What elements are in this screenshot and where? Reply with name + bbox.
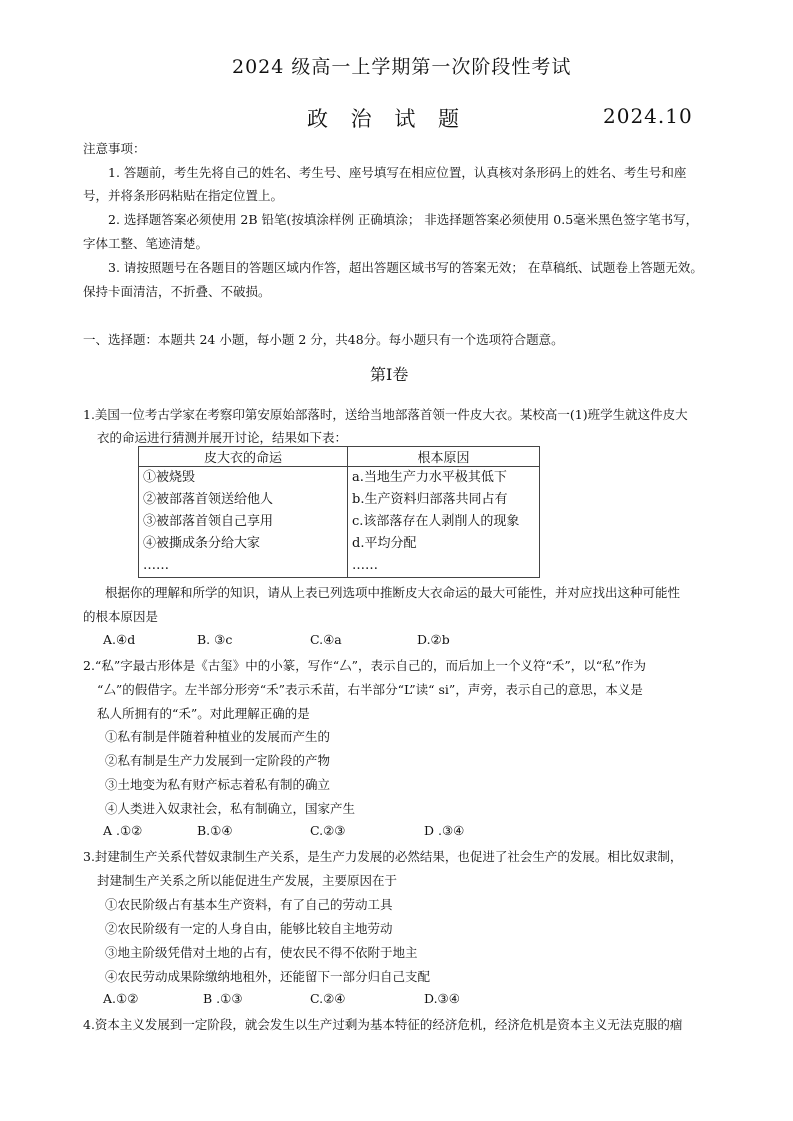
q2-stem-line-2: “厶”的假借字。左半部分形旁“禾”表示禾苗，右半部分“L”读“ si”，声旁，表示自己的意思，本义是 (97, 682, 643, 697)
note-1-line-1: 1. 答题前，考生先将自己的姓名、考生号、座号填写在相应位置，认真核对条形码上的姓名、考生号和座 (108, 165, 687, 180)
q1-cause-d: d.平均分配 (352, 536, 417, 551)
q3-option-d[interactable]: D.③④ (424, 991, 460, 1006)
q2-stem-line-3: 私人所拥有的“禾”。对此理解正确的是 (97, 706, 310, 721)
q2-item-1: ①私有制是伴随着种植业的发展而产生的 (105, 729, 331, 744)
note-2-line-2: 字体工整、笔迹清楚。 (83, 236, 209, 251)
q1-option-b[interactable]: B. ③c (197, 632, 233, 647)
q1-fate-2: ②被部落首领送给他人 (143, 492, 274, 507)
q1-option-a[interactable]: A.④d (103, 632, 136, 647)
note-3-line-1: 3. 请按照题号在各题目的答题区域内作答，超出答题区域书写的答案无效； 在草稿纸、试题卷上答题无效。 (108, 260, 703, 275)
q1-fate-1: ①被烧毁 (143, 470, 196, 485)
q1-after-line-1: 根据你的理解和所学的知识，请从上表已列选项中推断皮大衣命运的最大可能性，并对应找出这种可能性 (105, 585, 681, 600)
q3-stem-line-1: 3.封建制生产关系代替奴隶制生产关系，是生产力发展的必然结果，也促进了社会生产的发展。相比奴隶制， (83, 849, 683, 864)
q2-item-4: ④人类进入奴隶社会，私有制确立，国家产生 (105, 801, 356, 816)
note-3-line-2: 保持卡面清洁，不折叠、不破损。 (83, 284, 271, 299)
q1-option-c[interactable]: C.④a (310, 632, 342, 647)
exam-title: 2024 级高一上学期第一次阶段性考试 (232, 56, 572, 78)
q2-option-b[interactable]: B.①④ (197, 823, 233, 838)
q3-option-c[interactable]: C.②④ (310, 991, 346, 1006)
q3-option-a[interactable]: A.①② (103, 991, 139, 1006)
q3-item-2: ②农民阶级有一定的人身自由，能够比较自主地劳动 (105, 921, 393, 936)
q2-option-a[interactable]: A .①② (103, 823, 143, 838)
q1-fate-4: ④被撕成条分给大家 (143, 536, 261, 551)
volume-title: 第Ⅰ卷 (370, 365, 409, 384)
q1-table-header-fate: 皮大衣的命运 (139, 447, 348, 467)
q4-stem-line-1: 4.资本主义发展到一定阶段，就会发生以生产过剩为基本特征的经济危机，经济危机是资本主义无法克服的痼 (83, 1017, 683, 1032)
section-intro: 一、选择题：本题共 24 小题，每小题 2 分，共48分。每小题只有一个选项符合题意。 (83, 332, 564, 347)
q1-fate-more: …… (143, 558, 169, 573)
q1-table (138, 446, 540, 578)
q3-item-4: ④农民劳动成果除缴纳地租外，还能留下一部分归自己支配 (105, 969, 431, 984)
q1-fate-3: ③被部落首领自己享用 (143, 514, 274, 529)
subject-title: 政 治 试 题 (307, 107, 468, 131)
q3-option-b[interactable]: B .①③ (203, 991, 243, 1006)
q1-stem-line-2: 衣的命运进行猜测并展开讨论，结果如下表： (97, 430, 348, 445)
q2-option-d[interactable]: D .③④ (424, 823, 465, 838)
q1-cause-c: c.该部落存在人剥削人的现象 (352, 514, 520, 529)
q1-cause-more: …… (352, 558, 378, 573)
q1-table-col-cause (348, 467, 540, 578)
q1-table-header-cause: 根本原因 (348, 447, 540, 467)
q2-option-c[interactable]: C.②③ (310, 823, 346, 838)
q3-item-3: ③地主阶级凭借对土地的占有，使农民不得不依附于地主 (105, 945, 418, 960)
q1-stem-line-1: 1.美国一位考古学家在考察印第安原始部落时，送给当地部落首领一件皮大衣。某校高一(1)班学生就这件皮大 (83, 407, 688, 422)
q1-cause-a: a.当地生产力水平极其低下 (352, 470, 507, 485)
note-2-line-1: 2. 选择题答案必须使用 2B 铅笔(按填涂样例 正确填涂； 非选择题答案必须使用 0.5毫米黑色签字笔书写， (108, 212, 699, 227)
notes-heading: 注意事项： (83, 141, 146, 156)
q3-item-1: ①农民阶级占有基本生产资料，有了自己的劳动工具 (105, 897, 393, 912)
note-1-line-2: 号，并将条形码粘贴在指定位置上。 (83, 188, 284, 203)
q2-item-2: ②私有制是生产力发展到一定阶段的产物 (105, 753, 331, 768)
q2-item-3: ③土地变为私有财产标志着私有制的确立 (105, 777, 331, 792)
q3-stem-line-2: 封建制生产关系之所以能促进生产发展，主要原因在于 (97, 873, 398, 888)
q1-table-col-fate (139, 467, 348, 578)
q1-cause-b: b.生产资料归部落共同占有 (352, 492, 508, 507)
q1-after-line-2: 的根本原因是 (83, 609, 159, 624)
q1-option-d[interactable]: D.②b (417, 632, 450, 647)
q2-stem-line-1: 2.“私”字最古形体是《古玺》中的小篆，写作“厶”，表示自己的，而后加上一个义符“禾”，以“私”作为 (83, 658, 647, 673)
exam-date: 2024.10 (603, 104, 693, 128)
